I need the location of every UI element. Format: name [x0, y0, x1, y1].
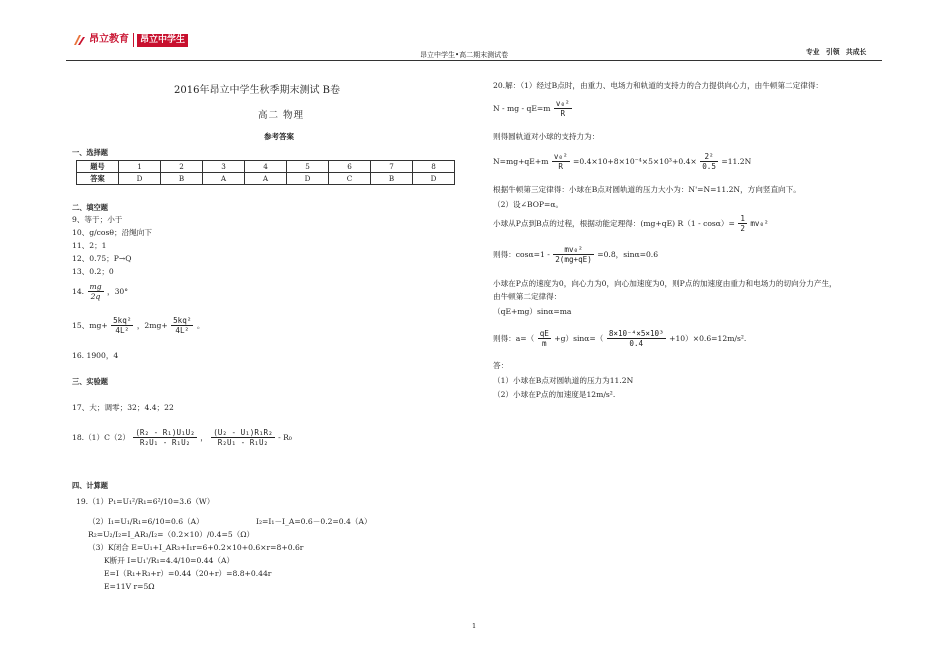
q20-l5-fraction: [738, 214, 747, 234]
q20-l10-fraction-2: [607, 329, 666, 349]
q19-line-2a: （2）I₁=U₁/R₁=6/10=0.6（A）: [88, 517, 204, 526]
q20-line-9: （qE+mg）sinα=ma: [493, 307, 572, 316]
q14-numerator: mg: [89, 282, 102, 291]
table-row: [77, 173, 455, 185]
q18-middle: ，: [200, 432, 208, 442]
q20-line-7: 小球在P点的速度为0，向心力为0，向心加速度为0，则P点的加速度由重力和电场力的切向分力产生，: [493, 279, 837, 288]
table-cell: D: [287, 173, 329, 185]
q15-denominator-2: 4L²: [175, 326, 190, 336]
logo-text: 昂立教育: [89, 34, 129, 45]
answer-table: [76, 160, 455, 185]
q18-denominator-2: R₂U₁ - R₁U₂: [217, 438, 269, 448]
q20-answer-1: （1）小球在B点对圆轨道的压力为11.2N: [493, 376, 634, 385]
q20-l10-fraction-1: [538, 329, 551, 349]
q20-line-8: 由牛顿第二定律得：: [493, 292, 562, 301]
q18-suffix: - R₀: [278, 432, 292, 442]
table-cell: 4: [245, 161, 287, 173]
q15-numerator-1: 5kq²: [113, 316, 132, 325]
q20-line-10: [493, 329, 746, 349]
q19-line-3: R₂=U₂/I₂=I_AR₃/I₂=（0.2×10）/0.4=5（Ω）: [88, 530, 255, 539]
page-number: 1: [472, 622, 477, 630]
answer-q12: 12、0.75；P→Q: [72, 254, 132, 263]
answer-q18: [72, 428, 292, 448]
q20-l5-denominator: 2: [740, 224, 745, 234]
q18-numerator-2: (U₂ - U₁)R₁R₂: [213, 428, 273, 437]
q15-suffix: 。: [196, 320, 205, 330]
header-center-title: 昂立中学生•高二期末测试卷: [420, 51, 509, 59]
reference-answer-heading: 参考答案: [264, 132, 294, 141]
q20-answer-2: （2）小球在P点的加速度是12m/s².: [493, 390, 616, 399]
q15-fraction-1: [111, 316, 133, 336]
section-experiment-heading: 三、实验题: [72, 377, 108, 386]
section-fill-heading: 二、填空题: [72, 203, 108, 212]
q20-l10-middle: +g）sinα=（: [554, 333, 604, 343]
answer-q15: [72, 316, 204, 336]
q20-answer-label: 答：: [493, 361, 509, 370]
answer-q14: [72, 282, 128, 302]
q20-equation-1: [493, 99, 573, 119]
q14-suffix: ，30°: [106, 286, 129, 296]
q20-l5-suffix: mv₀²: [750, 218, 769, 228]
answer-q9: 9、等于；小于: [72, 215, 123, 224]
logo-icon: [73, 33, 87, 47]
q15-denominator-1: 4L²: [115, 326, 130, 336]
q20-line-4: （2）设∠BOP=α。: [493, 200, 564, 209]
answer-q16: 16. 1900，4: [72, 351, 119, 360]
table-cell: 7: [371, 161, 413, 173]
q20-line-6: [493, 245, 658, 265]
q20-l10-denominator-2: 0.4: [629, 339, 644, 349]
q19-line-6: E=I（R₁+R₃+r）=0.44（20+r）=8.8+0.44r: [104, 569, 272, 578]
q20-line-1: 20.解：（1）经过B点时，由重力、电场力和轨道的支持力的合力提供向心力，由牛顿第二定律得：: [493, 81, 824, 90]
q15-fraction-2: [171, 316, 193, 336]
table-cell: 2: [161, 161, 203, 173]
q20-eq2-denominator-2: 0.5: [702, 162, 716, 172]
q20-l6-suffix: =0.8，sinα=0.6: [597, 249, 659, 259]
table-cell: B: [371, 173, 413, 185]
q19-line-4: （3）K闭合 E=U₁+I_AR₃+I₁r=6+0.2×10+0.6×r=8+0.6r: [88, 543, 304, 552]
q20-eq2-suffix: =11.2N: [721, 156, 752, 166]
table-cell: A: [245, 173, 287, 185]
q20-eq2-fraction-2: [700, 152, 718, 172]
q15-numerator-2: 5kq²: [173, 316, 192, 325]
answer-q11: 11、2；1: [72, 241, 107, 250]
q20-l10-numerator-2: 8×10⁻⁴×5×10³: [608, 329, 664, 338]
q18-numerator-1: (R₂ - R₁)U₁U₂: [135, 428, 195, 437]
q20-l10-numerator-1: qE: [539, 329, 549, 338]
table-cell: C: [329, 173, 371, 185]
q20-eq1-prefix: N - mg - qE=m: [493, 103, 551, 113]
q18-denominator-1: R₂U₁ - R₁U₂: [139, 438, 191, 448]
q18-prefix: 18.（1）C（2）: [72, 432, 130, 442]
logo-divider: [133, 33, 134, 47]
table-row: [77, 161, 455, 173]
table-cell: 6: [329, 161, 371, 173]
q20-eq1-denominator: R: [560, 109, 566, 119]
q18-fraction-1: [133, 428, 196, 448]
q20-l6-fraction: [553, 245, 594, 265]
table-cell: A: [203, 173, 245, 185]
section-choice-heading: 一、选择题: [72, 148, 108, 157]
q20-eq2-fraction-1: [552, 152, 570, 172]
q20-l6-denominator: 2(mg+qE): [555, 255, 592, 265]
table-cell: B: [161, 173, 203, 185]
q18-fraction-2: [211, 428, 274, 448]
table-cell: 1: [119, 161, 161, 173]
section-calculation-heading: 四、计算题: [72, 481, 108, 490]
q20-l10-prefix: 则得：a=（: [493, 333, 535, 343]
q20-l6-numerator: mv₀²: [553, 245, 594, 255]
brand-badge: 昂立中学生: [137, 34, 188, 47]
table-cell: 题号: [77, 161, 119, 173]
q20-l5-prefix: 小球从P点到B点的过程，根据动能定理得：(mg+qE) R（1 - cosα）=: [493, 218, 735, 228]
answer-q13: 13、0.2；0: [72, 267, 114, 276]
q20-equation-2: [493, 152, 751, 172]
table-cell: D: [413, 173, 455, 185]
q20-l10-suffix: +10）×0.6=12m/s².: [669, 333, 747, 343]
q15-middle: ，2mg+: [136, 320, 168, 330]
q20-eq2-numerator-1: v₀²: [553, 152, 568, 161]
q20-l6-prefix: 则得：cosα=1 -: [493, 249, 550, 259]
q19-line-1: 19.（1）P₁=U₁²/R₁=6²/10=3.6（W）: [76, 497, 215, 506]
header-divider: [66, 60, 882, 61]
table-cell: 5: [287, 161, 329, 173]
page-title: 2016年昂立中学生秋季期末测试 B卷: [174, 85, 340, 96]
answer-q17: 17、大；调零；32；4.4；22: [72, 403, 174, 412]
q20-eq2-prefix: N=mg+qE+m: [493, 156, 549, 166]
q19-line-2b: I₂=I₁－I_A=0.6－0.2=0.4（A）: [256, 517, 372, 526]
q14-prefix: 14.: [72, 286, 85, 296]
answer-q10: 10、g/cosθ；沿绳向下: [72, 228, 152, 237]
q20-eq2-middle: =0.4×10+8×10⁻⁴×5×10³+0.4×: [572, 156, 697, 166]
q20-eq1-fraction: [554, 99, 572, 119]
page-subtitle: 高二 物理: [258, 110, 305, 121]
header-slogan: 专业 引领 共成长: [806, 48, 867, 56]
q19-line-7: E=11V r=5Ω: [104, 582, 155, 591]
table-cell: 8: [413, 161, 455, 173]
q19-line-5: K断开 I=U₁'/R₁=4.4/10=0.44（A）: [104, 556, 235, 565]
q20-l10-denominator-1: m: [541, 339, 547, 349]
table-cell: D: [119, 173, 161, 185]
q20-eq1-numerator: v₀²: [555, 99, 570, 108]
q20-line-3: 根据牛顿第三定律得：小球在B点对圆轨道的压力大小为：N'=N=11.2N，方向竖直向下。: [493, 185, 801, 194]
q14-fraction: [88, 282, 104, 302]
q20-eq2-denominator-1: R: [558, 162, 563, 172]
q15-prefix: 15、mg+: [72, 320, 108, 330]
table-cell: 答案: [77, 173, 119, 185]
q20-line-2: 则得圆轨道对小球的支持力为：: [493, 132, 600, 141]
q14-denominator: 2q: [90, 292, 101, 302]
q20-eq2-numerator-2: 2²: [700, 152, 718, 162]
table-cell: 3: [203, 161, 245, 173]
q20-l5-numerator: 1: [740, 214, 745, 223]
q20-line-5: [493, 214, 769, 234]
